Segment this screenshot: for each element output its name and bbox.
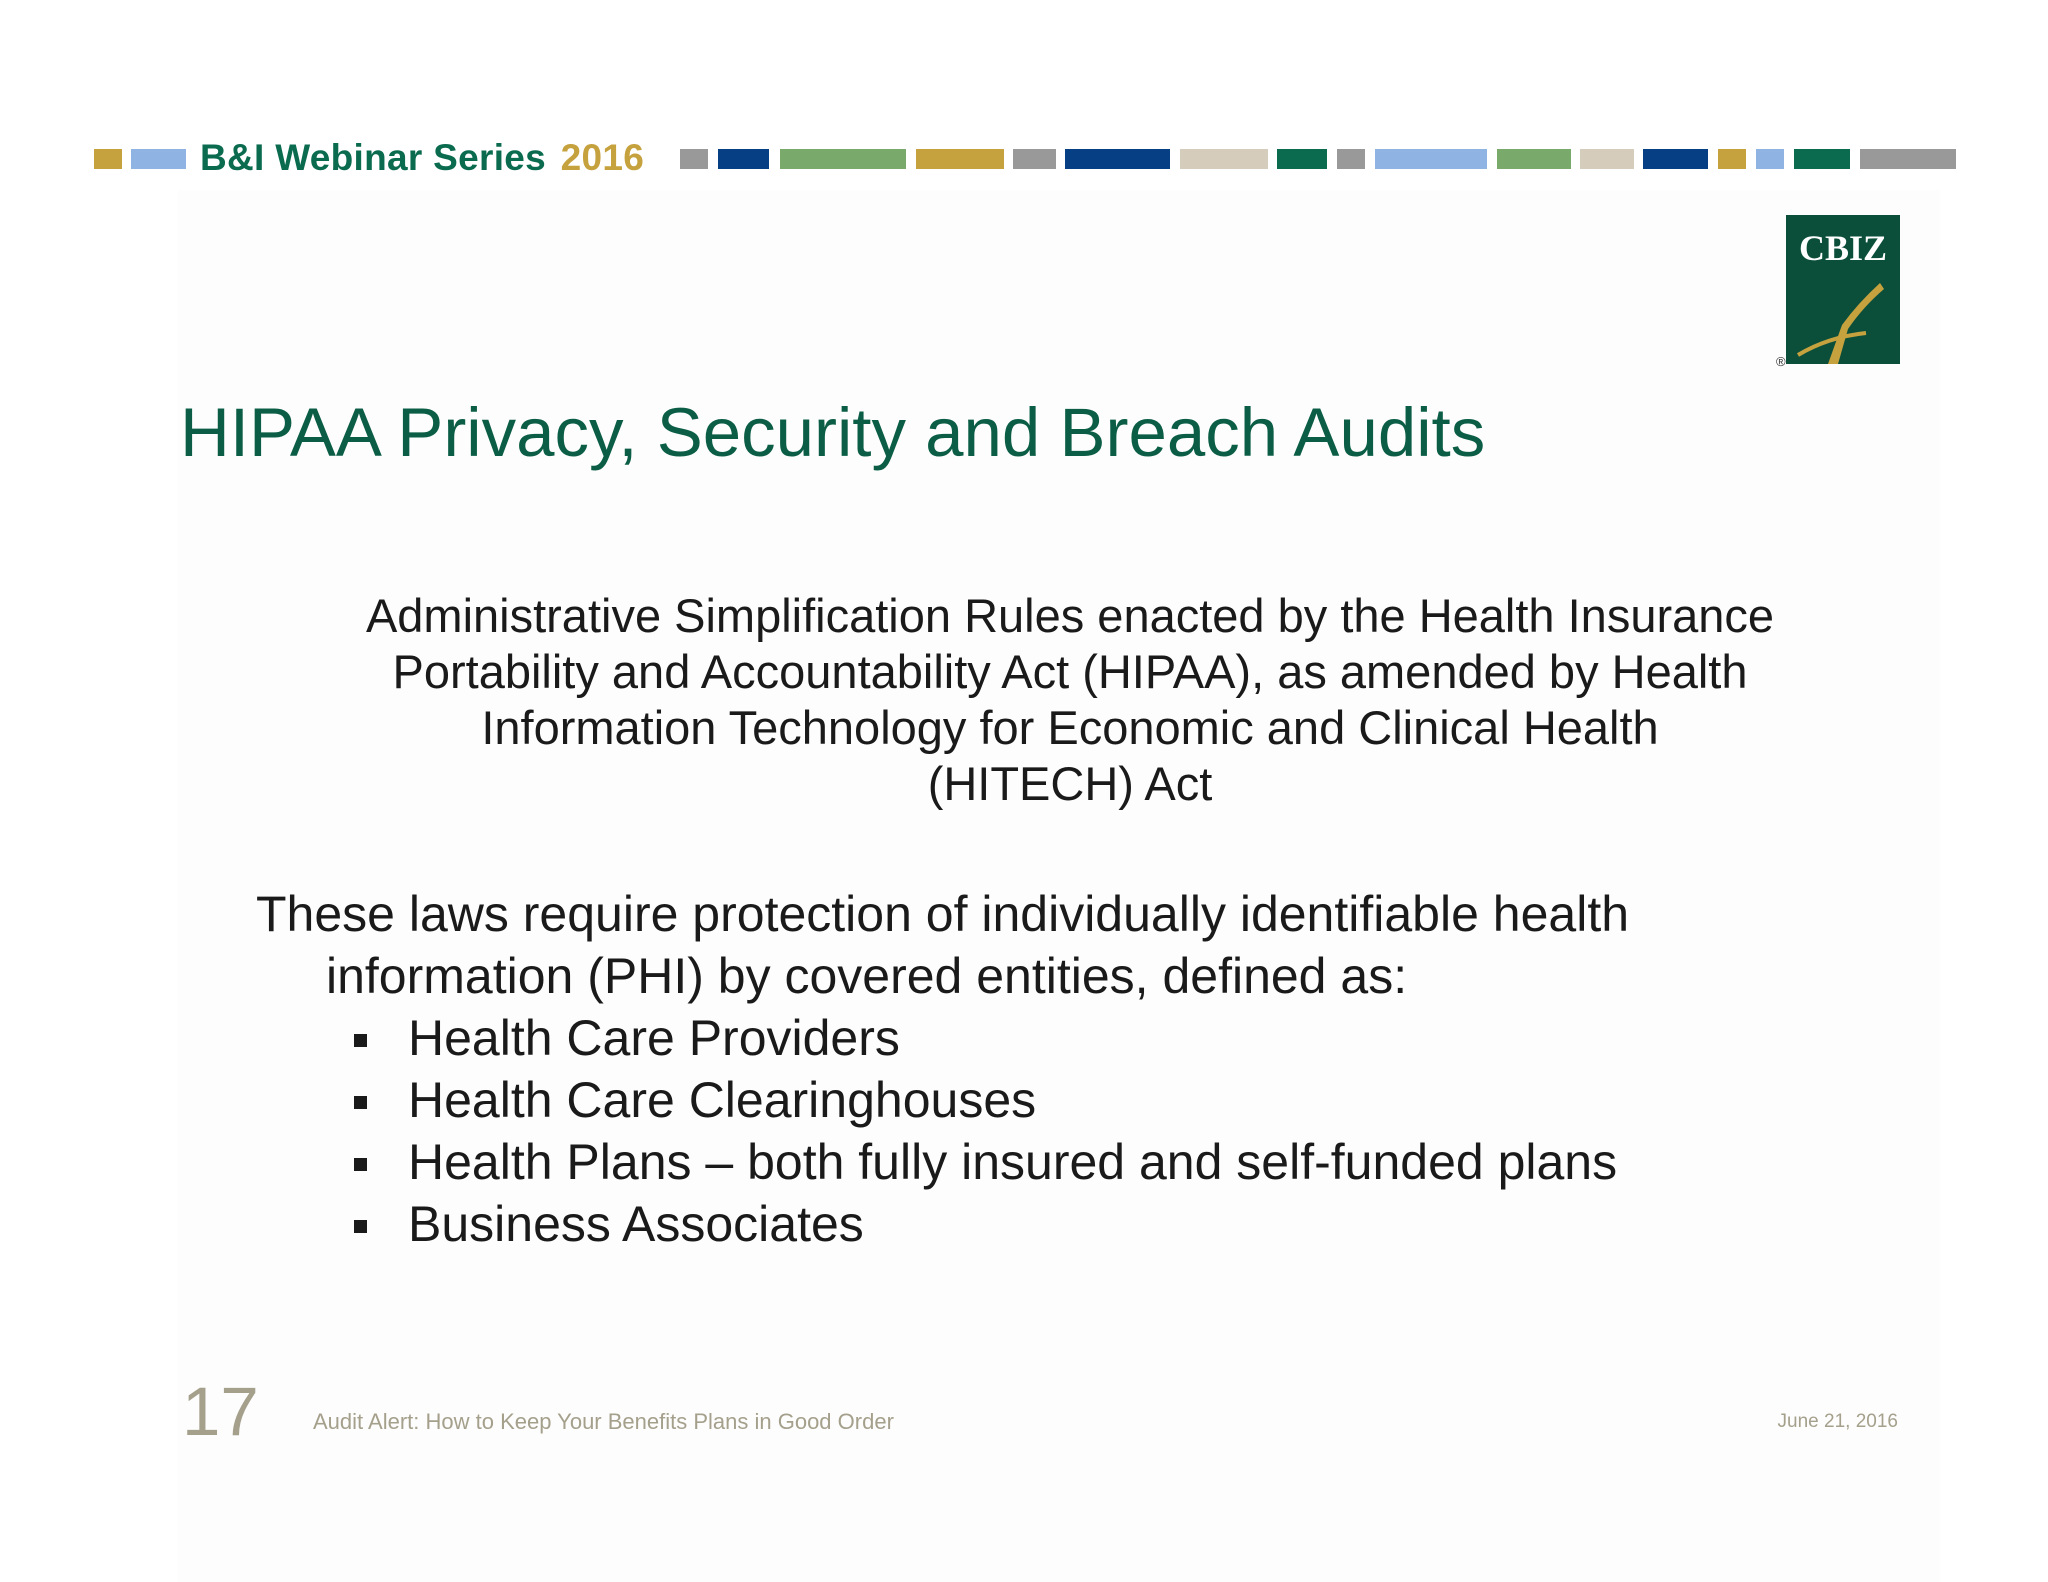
- footer-date: June 21, 2016: [1777, 1411, 1898, 1432]
- footer-presentation-title: Audit Alert: How to Keep Your Benefits Plans in Good Order: [313, 1409, 894, 1434]
- slide-title: HIPAA Privacy, Security and Breach Audits: [180, 394, 1486, 471]
- page-number: 17: [182, 1373, 259, 1450]
- intro-line-2: Portability and Accountability Act (HIPAA), as amended by Health: [392, 645, 1748, 698]
- list-item: [256, 1131, 1856, 1193]
- bullet-icon: [354, 1096, 367, 1109]
- svg-text:®: ®: [1776, 354, 1786, 368]
- intro-line-4: (HITECH) Act: [927, 757, 1213, 810]
- list-item: [256, 1007, 1856, 1069]
- series-year: 2016: [560, 137, 645, 178]
- bullet-icon: [354, 1158, 367, 1171]
- intro-line-3: Information Technology for Economic and Clinical Health: [481, 701, 1659, 754]
- bullet-icon: [354, 1034, 367, 1047]
- list-item-text: Health Care Providers: [408, 1010, 900, 1066]
- laws-line-1: These laws require protection of individually identifiable health: [256, 886, 1630, 942]
- list-item-text: Health Care Clearinghouses: [408, 1072, 1037, 1128]
- intro-paragraph: [250, 588, 1890, 812]
- list-item: [256, 1193, 1856, 1255]
- series-name: B&I Webinar Series: [200, 137, 547, 178]
- covered-entities-list: [256, 1007, 1856, 1255]
- cbiz-logo: [1768, 215, 1900, 368]
- laws-paragraph: [256, 883, 1856, 1255]
- list-item-text: Business Associates: [408, 1196, 864, 1252]
- svg-text:CBIZ: CBIZ: [1798, 228, 1888, 268]
- list-item: [256, 1069, 1856, 1131]
- list-item-text: Health Plans – both fully insured and self-funded plans: [408, 1134, 1618, 1190]
- intro-line-1: Administrative Simplification Rules enacted by the Health Insurance: [365, 589, 1775, 642]
- bullet-icon: [354, 1220, 367, 1233]
- webinar-series-label: [200, 136, 644, 180]
- laws-line-2: information (PHI) by covered entities, defined as:: [326, 948, 1408, 1004]
